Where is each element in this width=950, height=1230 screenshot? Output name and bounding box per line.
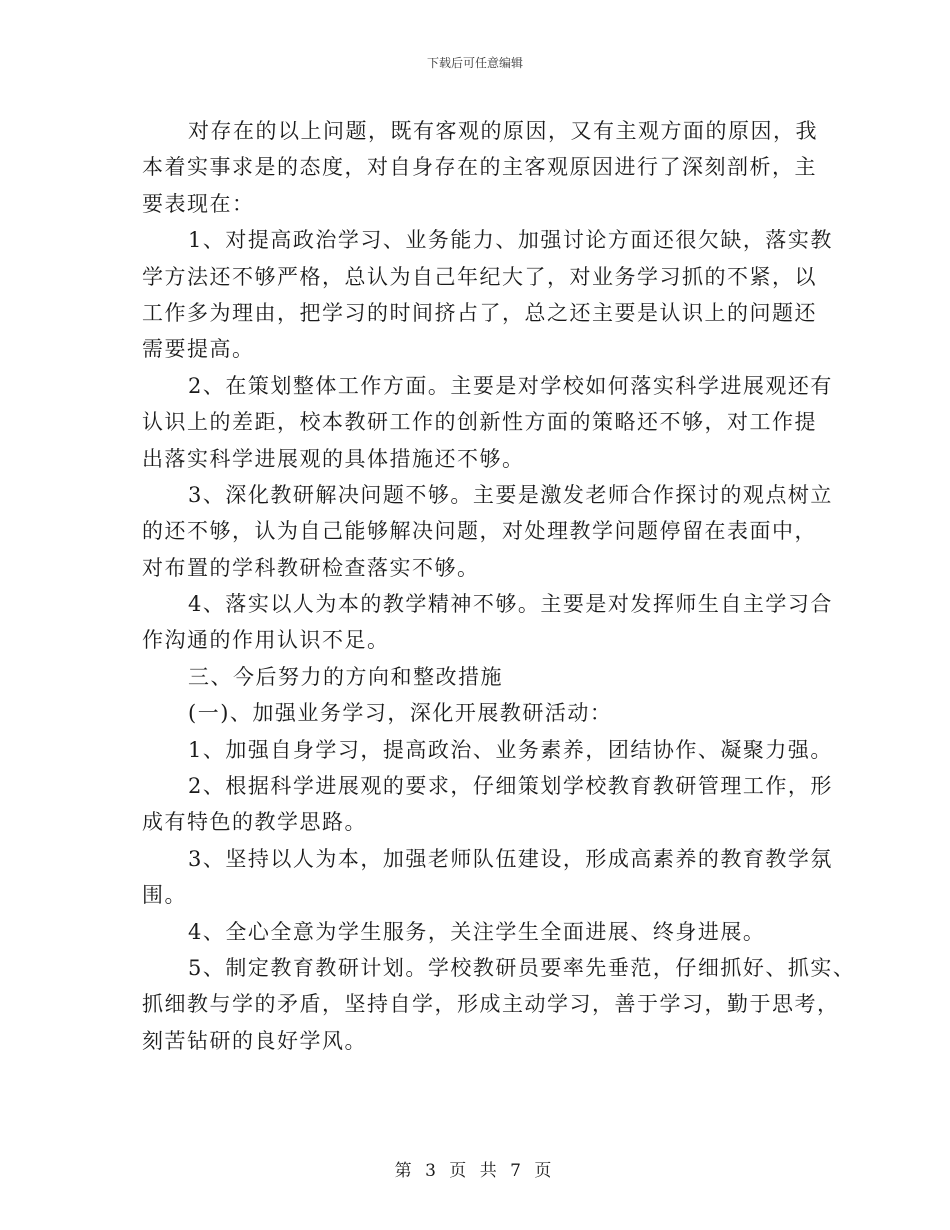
paragraph-line: 1、加强自身学习，提高政治、业务素养，团结协作、凝聚力强。	[188, 737, 833, 762]
paragraph-line: 工作多为理由，把学习的时间挤占了，总之还主要是认识上的问题还	[142, 300, 817, 325]
paragraph-line: 抓细教与学的矛盾，坚持自学，形成主动学习，善于学习，勤于思考，	[142, 992, 840, 1017]
subsection-heading: (一)、加强业务学习，深化开展教研活动：	[188, 701, 613, 726]
paragraph-line: 认识上的差距，校本教研工作的创新性方面的策略还不够，对工作提	[142, 410, 817, 435]
paragraph-line: 对存在的以上问题，既有客观的原因，又有主观方面的原因，我	[188, 119, 818, 143]
paragraph-line: 4、落实以人为本的教学精神不够。主要是对发挥师生自主学习合	[188, 592, 833, 617]
paragraph-line: 出落实科学进展观的具体措施还不够。	[142, 446, 525, 471]
section-heading: 三、今后努力的方向和整改措施	[188, 664, 503, 689]
paragraph-line: 学方法还不够严格，总认为自己年纪大了，对业务学习抓的不紧，以	[142, 264, 817, 289]
paragraph-line: 成有特色的教学思路。	[142, 810, 367, 835]
paragraph-line: 要表现在：	[142, 191, 255, 216]
paragraph-line: 需要提高。	[142, 337, 255, 362]
paragraph-line: 5、制定教育教研计划。学校教研员要率先垂范，仔细抓好、抓实、	[188, 955, 856, 980]
paragraph-line: 的还不够，认为自己能够解决问题，对处理教学问题停留在表面中，	[142, 519, 817, 544]
document-body	[142, 113, 856, 1059]
paragraph-line: 2、在策划整体工作方面。主要是对学校如何落实科学进展观还有	[188, 373, 833, 398]
paragraph-line: 围。	[142, 883, 187, 908]
paragraph-line: 刻苦钻研的良好学风。	[142, 1028, 367, 1053]
paragraph-line: 3、坚持以人为本，加强老师队伍建设，形成高素养的教育教学氛	[188, 846, 833, 871]
paragraph-line: 2、根据科学进展观的要求，仔细策划学校教育教研管理工作，形	[188, 774, 833, 799]
paragraph-line: 对布置的学科教研检查落实不够。	[142, 555, 480, 580]
paragraph-line: 作沟通的作用认识不足。	[142, 628, 390, 653]
paragraph-line: 4、全心全意为学生服务，关注学生全面进展、终身进展。	[188, 919, 766, 944]
page-header: 下载后可任意编辑	[426, 56, 523, 70]
paragraph-line: 本着实事求是的态度，对自身存在的主客观原因进行了深刻剖析，主	[142, 155, 817, 180]
paragraph-line: 3、深化教研解决问题不够。主要是激发老师合作探讨的观点树立	[188, 482, 833, 507]
paragraph-line: 1、对提高政治学习、业务能力、加强讨论方面还很欠缺，落实教	[188, 228, 833, 253]
page-footer: 第 3 页 共 7 页	[394, 1161, 556, 1181]
